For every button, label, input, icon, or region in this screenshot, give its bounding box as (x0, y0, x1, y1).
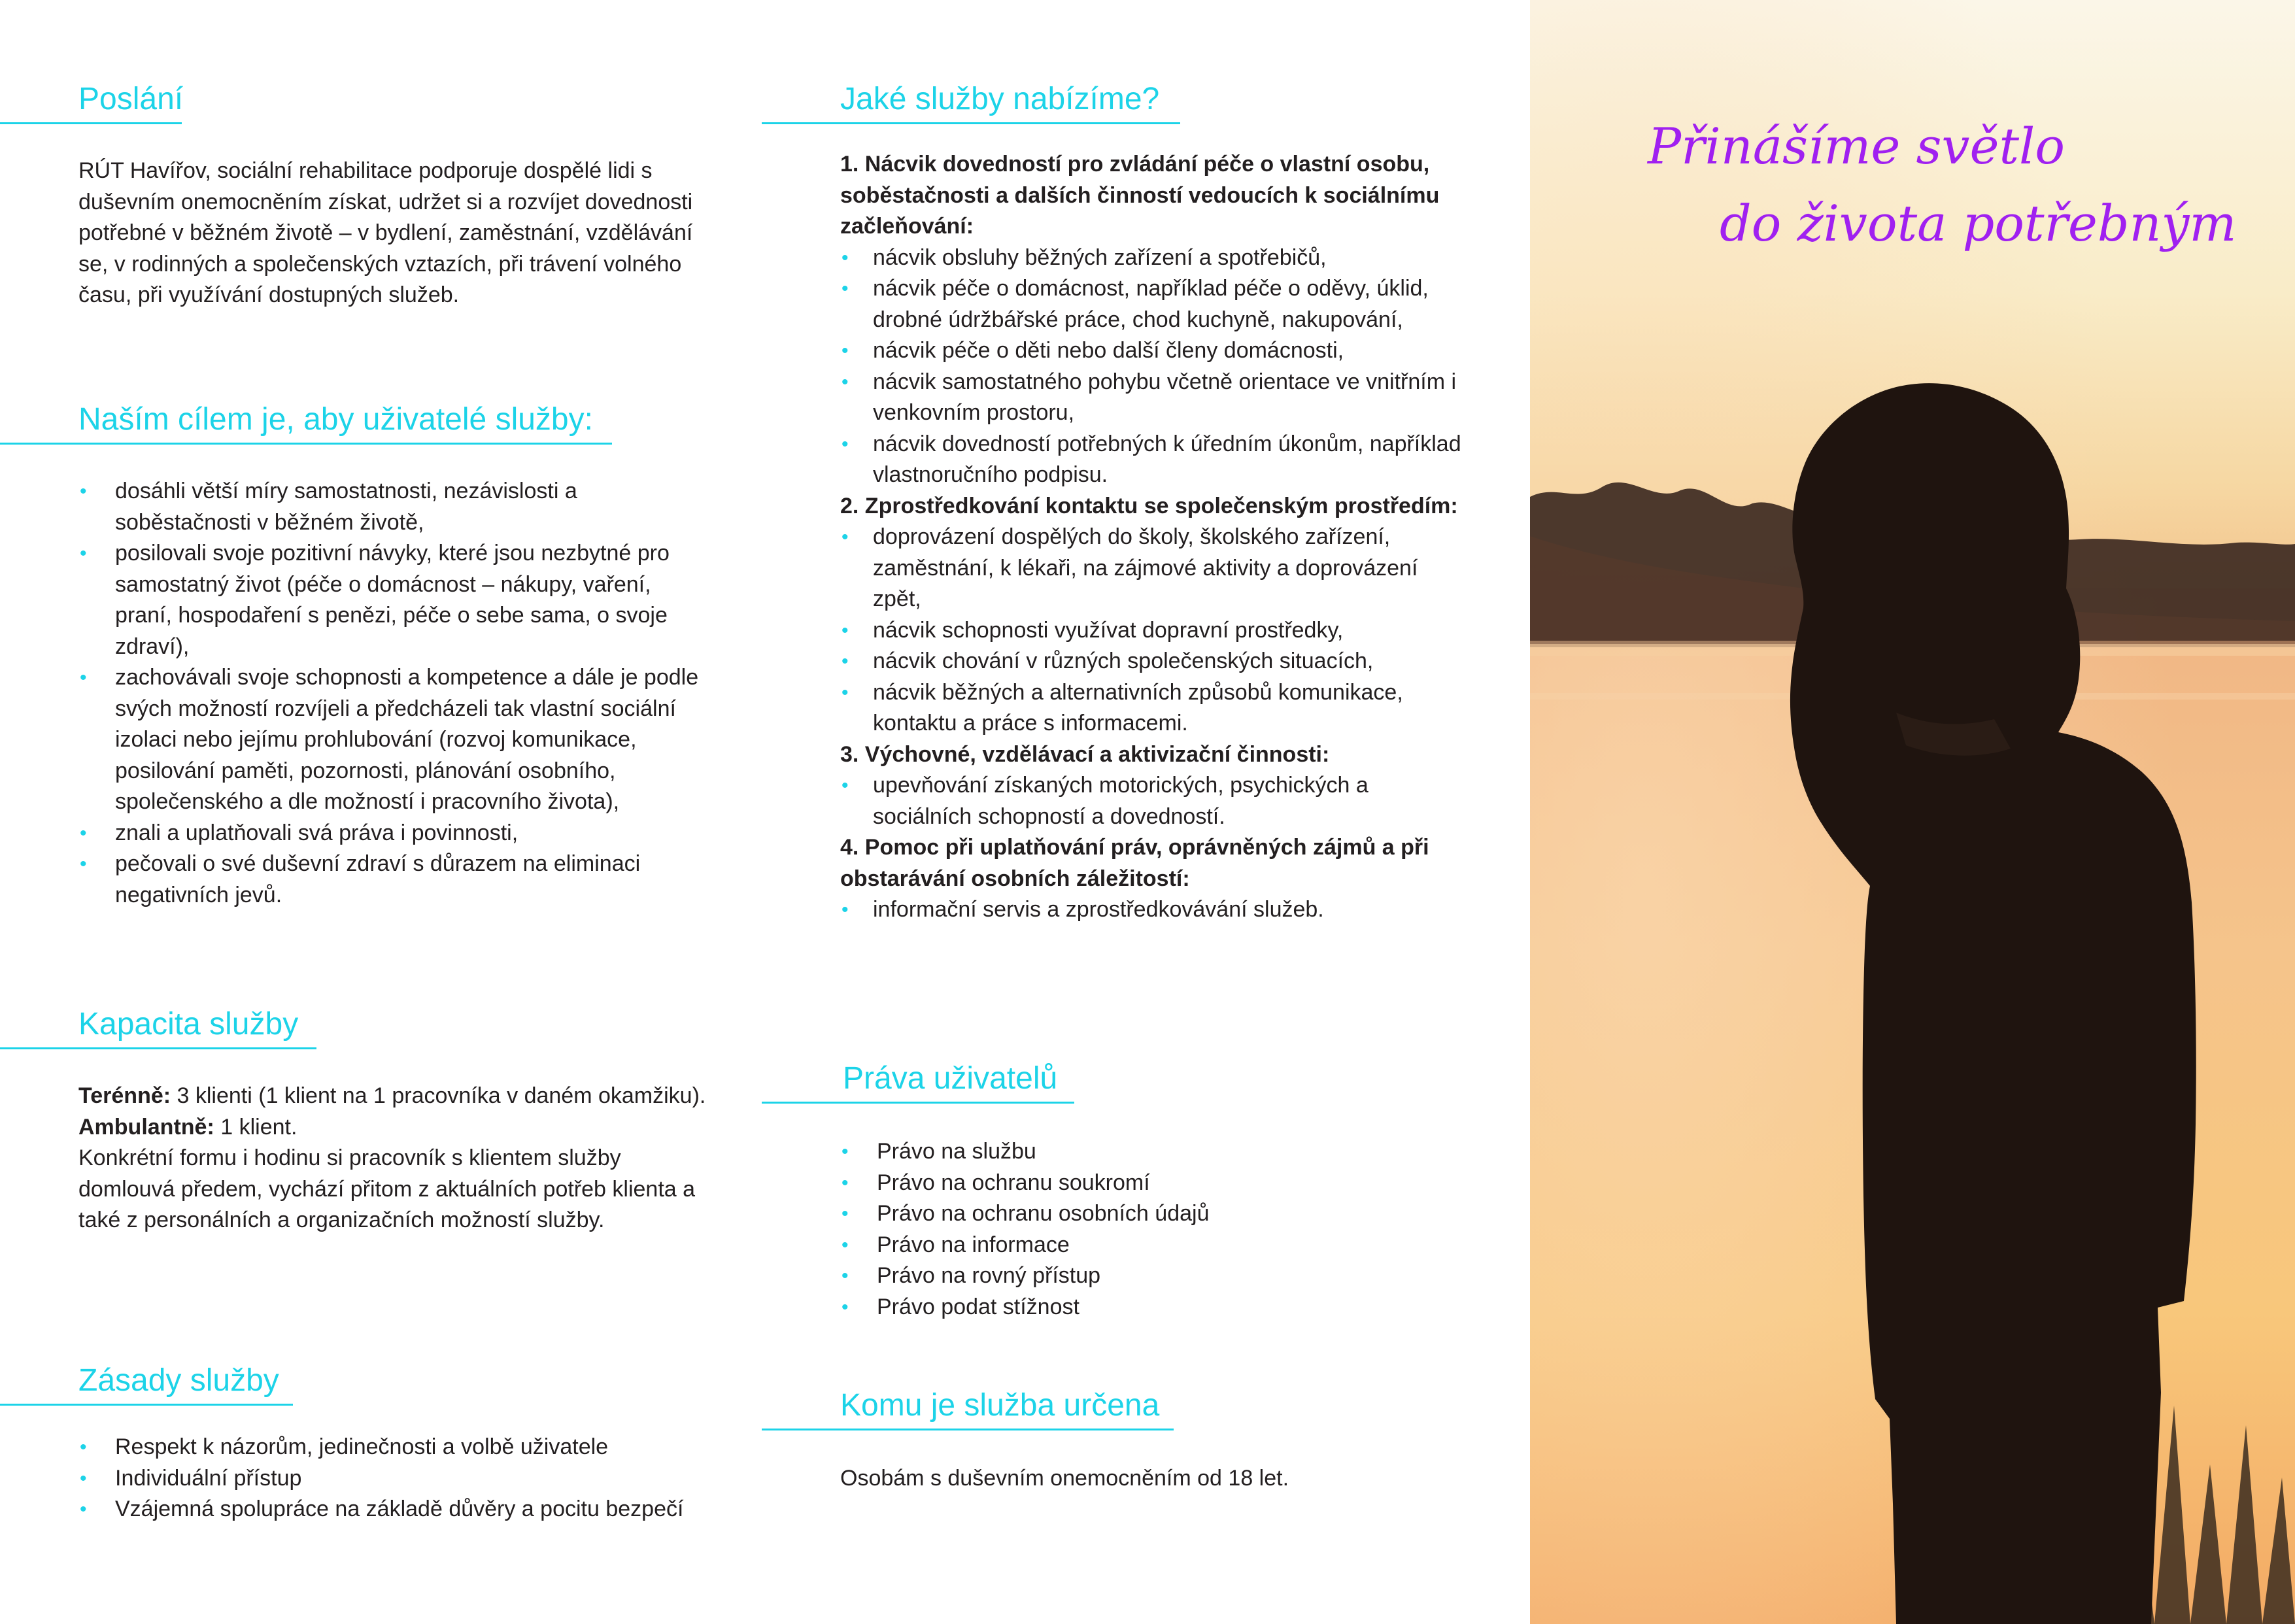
list-item (840, 335, 1468, 367)
goal-list (78, 476, 706, 911)
list-item (840, 770, 1468, 832)
bullet-icon: • (842, 1296, 849, 1318)
bullet-icon: • (842, 619, 849, 641)
mission-section (0, 72, 719, 311)
list-item (840, 894, 1468, 926)
list-item-text: Respekt k názorům, jedinečnosti a volbě uživatele (115, 1434, 609, 1459)
list-item-text: zachovávali svoje schopnosti a kompetence a dále je podle svých možností rozvíjeli a předcházeli tak vlastní sociální izolaci nebo jejímu prohlubování (rozvoj komunikace, posilování paměti, pozornosti, plánování osobního, společenského a dle možností i pracovního života), (115, 665, 699, 814)
list-item-text: Právo na ochranu osobních údajů (877, 1201, 1210, 1226)
bullet-icon: • (80, 543, 87, 564)
list-item-text: Právo na informace (877, 1232, 1070, 1257)
services-body (840, 149, 1468, 926)
capacity-note: Konkrétní formu i hodinu si pracovník s klientem služby domlouvá předem, vychází přitom z aktuálních potřeb klienta a také z personálních a organizačních možností služby. (78, 1145, 696, 1232)
service-group-title: 2. Zprostředkování kontaktu se společenským prostředím: (840, 493, 1458, 518)
rights-heading: Práva uživatelů (843, 1061, 1058, 1096)
list-item (840, 243, 1468, 274)
bullet-icon: • (842, 278, 849, 299)
list-item (840, 615, 1468, 647)
terrain-label: Terénně: (78, 1083, 171, 1108)
list-item (840, 646, 1468, 677)
list-item (840, 1260, 1468, 1292)
list-item (78, 538, 706, 662)
goal-section (0, 392, 719, 911)
bullet-icon: • (842, 1265, 849, 1287)
target-underline (762, 1429, 1174, 1430)
service-group-list (840, 243, 1468, 491)
bullet-icon: • (80, 1498, 87, 1520)
list-item (78, 818, 706, 849)
rights-list (840, 1136, 1468, 1323)
target-heading: Komu je služba určena (840, 1388, 1160, 1423)
services-heading: Jaké služby nabízíme? (840, 82, 1160, 116)
list-item (840, 429, 1468, 491)
mission-heading: Poslání (78, 82, 184, 116)
ambulant-label: Ambulantně: (78, 1114, 214, 1140)
bullet-icon: • (80, 853, 87, 875)
bullet-icon: • (842, 1234, 849, 1256)
bullet-icon: • (842, 340, 849, 362)
principles-section (0, 1353, 719, 1525)
bullet-icon: • (842, 1203, 849, 1225)
list-item (78, 662, 706, 818)
list-item-text: upevňování získaných motorických, psychických a sociálních schopností a dovedností. (873, 773, 1368, 829)
mission-text: RÚT Havířov, sociální rehabilitace podporuje dospělé lidi s duševním onemocněním získat, udržet si a rozvíjet dovednosti potřebné v běžném životě – v bydlení, zaměstnání, vzdělávání se, v rodinných a společenských vztazích, při trávení volného času, při využívání dostupných služeb. (78, 158, 693, 307)
bullet-icon: • (842, 681, 849, 703)
list-item (840, 522, 1468, 615)
target-text: Osobám s duševním onemocněním od 18 let. (840, 1466, 1289, 1491)
tagline-line2: do života potřebným (1720, 194, 2237, 252)
list-item (840, 1230, 1468, 1261)
list-item (78, 849, 706, 911)
list-item-text: Právo na ochranu soukromí (877, 1170, 1150, 1195)
rights-underline (762, 1102, 1074, 1104)
bullet-icon: • (842, 526, 849, 548)
list-item-text: nácvik samostatného pohybu včetně orientace ve vnitřním i venkovním prostoru, (873, 369, 1457, 425)
services-section (762, 72, 1474, 926)
list-item (78, 1463, 706, 1495)
capacity-underline (0, 1047, 316, 1049)
list-item (840, 1198, 1468, 1230)
bullet-icon: • (80, 481, 87, 502)
bullet-icon: • (842, 1172, 849, 1194)
list-item (840, 677, 1468, 739)
capacity-ambulant (78, 1112, 706, 1143)
list-item-text: nácvik dovedností potřebných k úředním úkonům, například vlastnoručního podpisu. (873, 431, 1461, 487)
bullet-icon: • (80, 667, 87, 688)
service-group-list (840, 522, 1468, 739)
mission-underline (0, 122, 182, 124)
tagline-line1: Přinášíme světlo (1648, 117, 2066, 175)
bullet-icon: • (842, 899, 849, 921)
capacity-section (0, 997, 719, 1236)
list-item (840, 273, 1468, 335)
bullet-icon: • (842, 433, 849, 455)
list-item-text: pečovali o své duševní zdraví s důrazem na eliminaci negativních jevů. (115, 851, 641, 907)
ambulant-text: 1 klient. (214, 1114, 298, 1140)
list-item-text: Individuální přístup (115, 1465, 302, 1491)
bullet-icon: • (80, 1467, 87, 1489)
bullet-icon: • (842, 1141, 849, 1162)
service-group-list (840, 770, 1468, 832)
list-item-text: nácvik péče o děti nebo další členy domácnosti, (873, 338, 1344, 363)
list-item-text: doprovázení dospělých do školy, školského zařízení, zaměstnání, k lékaři, na zájmové aktivity a doprovázení zpět, (873, 524, 1418, 611)
bullet-icon: • (80, 1436, 87, 1458)
list-item (840, 1292, 1468, 1323)
service-group-title: 1. Nácvik dovedností pro zvládání péče o vlastní osobu, soběstačnosti a dalších činností vedoucích k sociálnímu začleňování: (840, 152, 1440, 239)
list-item-text: Právo na službu (877, 1139, 1036, 1164)
list-item-text: dosáhli větší míry samostatnosti, nezávislosti a soběstačnosti v běžném životě, (115, 479, 577, 535)
bullet-icon: • (842, 651, 849, 672)
capacity-heading: Kapacita služby (78, 1007, 299, 1041)
bullet-icon: • (842, 775, 849, 796)
cover-photo (1530, 0, 2295, 1624)
goal-underline (0, 443, 612, 445)
list-item-text: Právo na rovný přístup (877, 1263, 1101, 1288)
list-item-text: znali a uplatňovali svá práva i povinnosti, (115, 820, 518, 845)
bullet-icon: • (842, 371, 849, 393)
list-item (840, 1136, 1468, 1168)
service-group-title: 4. Pomoc při uplatňování práv, oprávněných zájmů a při obstarávání osobních záležitostí: (840, 835, 1429, 891)
list-item-text: nácvik péče o domácnost, například péče o oděvy, úklid, drobné údržbářské práce, chod kuchyně, nakupování, (873, 276, 1429, 332)
service-group-list (840, 894, 1468, 926)
capacity-terrain (78, 1081, 706, 1112)
principles-heading: Zásady služby (78, 1363, 279, 1398)
list-item-text: nácvik běžných a alternativních způsobů komunikace, kontaktu a práce s informacemi. (873, 679, 1403, 736)
terrain-text: 3 klienti (1 klient na 1 pracovníka v daném okamžiku). (171, 1083, 706, 1108)
list-item-text: nácvik obsluhy běžných zařízení a spotřebičů, (873, 245, 1327, 270)
list-item-text: posilovali svoje pozitivní návyky, které jsou nezbytné pro samostatný život (péče o domácnost – nákupy, vaření, praní, hospodaření s penězi, péče o sebe sama, o svoje zdraví), (115, 541, 670, 659)
rights-section (762, 1051, 1474, 1323)
list-item-text: Právo podat stížnost (877, 1294, 1080, 1319)
goal-heading: Naším cílem je, aby uživatelé služby: (78, 402, 593, 437)
list-item (840, 367, 1468, 429)
principles-underline (0, 1404, 293, 1406)
bullet-icon: • (842, 246, 849, 269)
list-item-text: Vzájemná spolupráce na základě důvěry a pocitu bezpečí (115, 1497, 684, 1521)
target-section (762, 1378, 1474, 1495)
service-group-title: 3. Výchovné, vzdělávací a aktivizační činnosti: (840, 741, 1330, 767)
bullet-icon: • (80, 822, 87, 844)
tagline (1648, 108, 2288, 262)
list-item (78, 476, 706, 538)
list-item (840, 1168, 1468, 1199)
list-item (78, 1432, 706, 1463)
list-item-text: informační servis a zprostředkovávání služeb. (873, 897, 1324, 922)
list-item-text: nácvik chování v různých společenských situacích, (873, 649, 1374, 673)
list-item (78, 1494, 706, 1525)
services-underline (762, 122, 1180, 124)
list-item-text: nácvik schopnosti využívat dopravní prostředky, (873, 617, 1344, 643)
principles-list (78, 1432, 706, 1525)
